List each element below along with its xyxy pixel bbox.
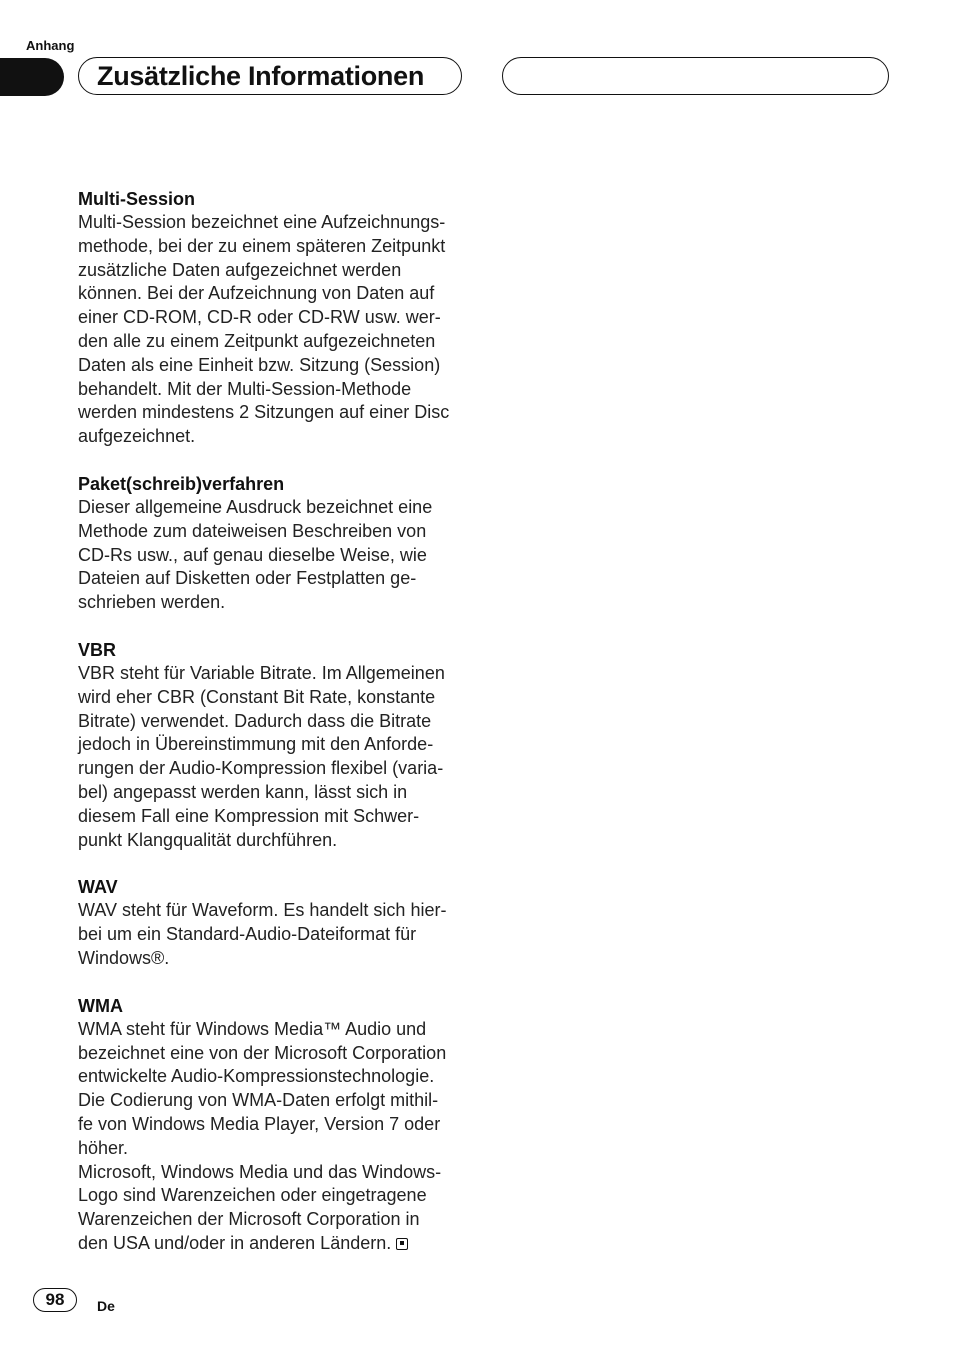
- entry-text-line: werden mindestens 2 Sitzungen auf einer Disc: [78, 402, 450, 423]
- entry-text-line: bei um ein Standard-Audio-Dateiformat für: [78, 924, 417, 945]
- entry-vbr: [78, 638, 470, 852]
- entry-text-line: den USA und/oder in anderen Ländern.: [78, 1232, 392, 1253]
- entry-text-line: Die Codierung von WMA-Daten erfolgt mithil-: [78, 1090, 439, 1111]
- entry-text-line: bel) angepasst werden kann, lässt sich in: [78, 781, 408, 802]
- entry-text-line: den alle zu einem Zeitpunkt aufgezeichneten: [78, 330, 436, 351]
- entry-text-line: können. Bei der Aufzeichnung von Daten auf: [78, 283, 435, 304]
- entry-text-line: Multi-Session bezeichnet eine Aufzeichnungs-: [78, 212, 446, 232]
- entry-text-line: entwickelte Audio-Kompressionstechnologie.: [78, 1066, 435, 1087]
- entry-text-line: methode, bei der zu einem späteren Zeitpunkt: [78, 235, 446, 256]
- entry-text-line: Warenzeichen der Microsoft Corporation in: [78, 1209, 420, 1230]
- entry-text-line: Dateien auf Disketten oder Festplatten ge-: [78, 568, 417, 589]
- entry-heading: WMA: [78, 995, 123, 1016]
- page-title: Zusätzliche Informationen: [97, 60, 425, 91]
- entry-text-line: punkt Klangqualität durchführen.: [78, 829, 338, 850]
- entry-text-line-last: [78, 1232, 470, 1256]
- page-number: 98: [33, 1288, 77, 1312]
- entry-text-line: fe von Windows Media Player, Version 7 oder: [78, 1113, 441, 1134]
- entry-text-line: aufgezeichnet.: [78, 426, 196, 447]
- entry-heading: VBR: [78, 639, 117, 660]
- empty-header-box: [502, 57, 889, 95]
- entry-heading: Paket(schreib)verfahren: [78, 473, 285, 494]
- entry-paket-verfahren: [78, 472, 470, 615]
- entry-heading: Multi-Session: [78, 189, 196, 209]
- entry-text-line: VBR steht für Variable Bitrate. Im Allgemeinen: [78, 662, 445, 683]
- entry-text-line: bezeichnet eine von der Microsoft Corporation: [78, 1042, 447, 1063]
- entry-text-line: WMA steht für Windows Media™ Audio und: [78, 1018, 427, 1039]
- entry-text-line: Daten als eine Einheit bzw. Sitzung (Session): [78, 354, 441, 375]
- entry-text-line: Microsoft, Windows Media und das Windows-: [78, 1161, 442, 1182]
- entry-wma: [78, 994, 470, 1256]
- entry-multi-session: [78, 187, 470, 449]
- entry-text-line: Logo sind Warenzeichen oder eingetragene: [78, 1185, 427, 1206]
- entry-wav: [78, 875, 470, 970]
- page-title-box: [78, 57, 462, 95]
- entry-text-line: behandelt. Mit der Multi-Session-Methode: [78, 378, 412, 399]
- entry-text-line: diesem Fall eine Kompression mit Schwer-: [78, 805, 420, 826]
- entry-text-line: CD-Rs usw., auf genau dieselbe Weise, wie: [78, 544, 427, 565]
- section-label: Anhang: [26, 38, 75, 53]
- entry-text-line: höher.: [78, 1137, 129, 1158]
- entry-text-line: zusätzliche Daten aufgezeichnet werden: [78, 259, 402, 280]
- section-tab-marker: [0, 58, 64, 96]
- entry-text-line: Windows®.: [78, 947, 170, 968]
- entry-text-line: schrieben werden.: [78, 592, 226, 613]
- entry-text-line: einer CD-ROM, CD-R oder CD-RW usw. wer-: [78, 307, 441, 328]
- glossary-content: [78, 187, 470, 1279]
- language-code: De: [97, 1298, 115, 1314]
- entry-text-line: Dieser allgemeine Ausdruck bezeichnet eine: [78, 496, 433, 517]
- entry-heading: WAV: [78, 877, 118, 898]
- entry-text-line: jedoch in Übereinstimmung mit den Anforde-: [78, 734, 434, 755]
- entry-text-line: wird eher CBR (Constant Bit Rate, konstante: [78, 686, 436, 707]
- entry-text-line: WAV steht für Waveform. Es handelt sich hier-: [78, 900, 447, 921]
- end-of-section-icon: [396, 1238, 408, 1250]
- entry-text-line: rungen der Audio-Kompression flexibel (varia-: [78, 758, 444, 779]
- entry-text-line: Methode zum dateiweisen Beschreiben von: [78, 520, 427, 541]
- entry-text-line: Bitrate) verwendet. Dadurch dass die Bitrate: [78, 710, 432, 731]
